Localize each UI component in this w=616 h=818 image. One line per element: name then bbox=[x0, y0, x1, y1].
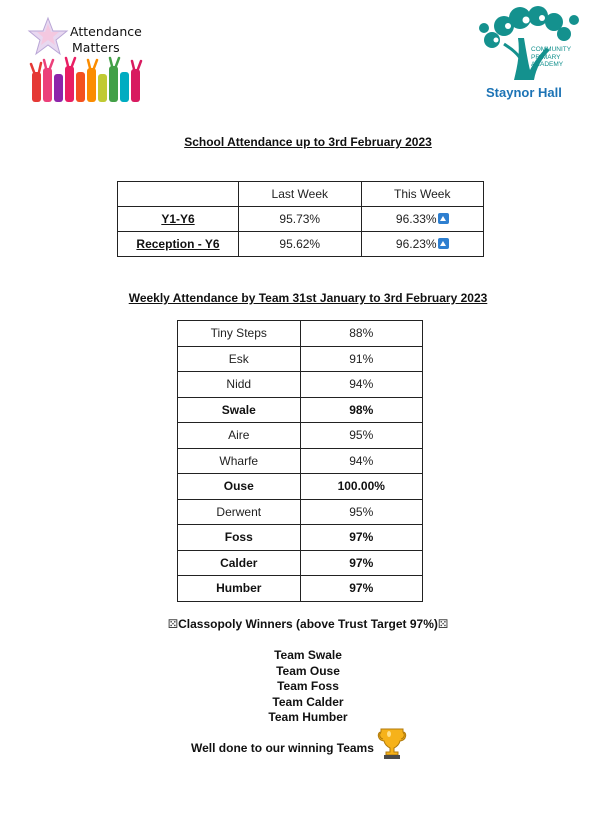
weekly-team-heading: Weekly Attendance by Team 31st January to 3rd February 2023 bbox=[128, 291, 488, 305]
team-value-cell: 91% bbox=[300, 346, 423, 372]
this-week-cell bbox=[361, 232, 483, 257]
table-row bbox=[178, 346, 423, 372]
team-value-cell: 95% bbox=[300, 499, 423, 525]
team-value-cell: 97% bbox=[300, 576, 423, 602]
sub-line-3: ACADEMY bbox=[531, 61, 564, 68]
team-value-cell: 97% bbox=[300, 525, 423, 551]
table-row bbox=[178, 372, 423, 398]
logo-text-line-1: Attendance bbox=[70, 24, 142, 39]
list-item: Team Swale bbox=[274, 648, 342, 662]
team-value-cell: 94% bbox=[300, 372, 423, 398]
this-week-value: 96.33% bbox=[395, 212, 437, 226]
table-row bbox=[178, 525, 423, 551]
team-value-cell: 98% bbox=[300, 397, 423, 423]
winning-teams-list bbox=[0, 648, 616, 726]
table-row bbox=[178, 576, 423, 602]
row-label-reception-y6: Reception - Y6 bbox=[118, 232, 239, 257]
header-this-week: This Week bbox=[361, 182, 483, 207]
team-name-cell: Aire bbox=[178, 423, 301, 449]
table-row bbox=[178, 499, 423, 525]
list-item: Team Humber bbox=[268, 710, 348, 724]
team-name-cell: Foss bbox=[178, 525, 301, 551]
well-done-text: Well done to our winning Teams bbox=[191, 741, 374, 755]
team-name-cell: Tiny Steps bbox=[178, 321, 301, 347]
team-name-cell: Nidd bbox=[178, 372, 301, 398]
staynor-hall-text: Staynor Hall bbox=[486, 85, 562, 100]
table-row bbox=[178, 474, 423, 500]
team-name-cell: Esk bbox=[178, 346, 301, 372]
team-value-cell: 88% bbox=[300, 321, 423, 347]
attendance-matters-text bbox=[70, 24, 142, 56]
list-item: Team Calder bbox=[272, 694, 344, 709]
row-label-y1-y6: Y1-Y6 bbox=[118, 207, 239, 232]
table-row bbox=[178, 448, 423, 474]
table-row bbox=[118, 207, 484, 232]
this-week-value: 96.23% bbox=[395, 237, 437, 251]
team-name-cell: Derwent bbox=[178, 499, 301, 525]
list-item: Team Ouse bbox=[276, 663, 340, 678]
winners-title bbox=[0, 617, 616, 631]
school-attendance-table bbox=[117, 181, 484, 257]
community-academy-text bbox=[531, 46, 571, 69]
header-empty-cell bbox=[118, 182, 239, 207]
staynor-hall-logo bbox=[474, 4, 598, 104]
attendance-matters-logo bbox=[26, 14, 150, 104]
this-week-cell bbox=[361, 207, 483, 232]
table-row bbox=[178, 321, 423, 347]
team-value-cell: 100.00% bbox=[300, 474, 423, 500]
trophy-icon bbox=[376, 726, 408, 760]
last-week-value: 95.62% bbox=[239, 232, 362, 257]
school-attendance-heading: School Attendance up to 3rd February 2023 bbox=[184, 135, 432, 149]
table-row bbox=[118, 232, 484, 257]
dice-icon: ⚄ bbox=[167, 617, 179, 631]
table-row bbox=[178, 550, 423, 576]
dice-icon: ⚄ bbox=[437, 617, 449, 631]
header-last-week: Last Week bbox=[239, 182, 362, 207]
team-name-cell: Ouse bbox=[178, 474, 301, 500]
winners-title-text: Classopoly Winners (above Trust Target 97%) bbox=[178, 617, 438, 631]
list-item: Team Foss bbox=[277, 679, 339, 693]
team-name-cell: Wharfe bbox=[178, 448, 301, 474]
last-week-value: 95.73% bbox=[239, 207, 362, 232]
sub-line-2: PRIMARY bbox=[531, 53, 561, 61]
logo-text-line-2: Matters bbox=[72, 40, 120, 55]
up-arrow-icon bbox=[438, 238, 449, 249]
sub-line-1: COMMUNITY bbox=[531, 46, 572, 53]
team-attendance-table bbox=[177, 320, 423, 602]
team-name-cell: Calder bbox=[178, 550, 301, 576]
team-value-cell: 95% bbox=[300, 423, 423, 449]
table-header-row bbox=[118, 182, 484, 207]
team-name-cell: Humber bbox=[178, 576, 301, 602]
table-row bbox=[178, 397, 423, 423]
team-value-cell: 97% bbox=[300, 550, 423, 576]
table-row bbox=[178, 423, 423, 449]
team-name-cell: Swale bbox=[178, 397, 301, 423]
team-value-cell: 94% bbox=[300, 448, 423, 474]
up-arrow-icon bbox=[438, 213, 449, 224]
